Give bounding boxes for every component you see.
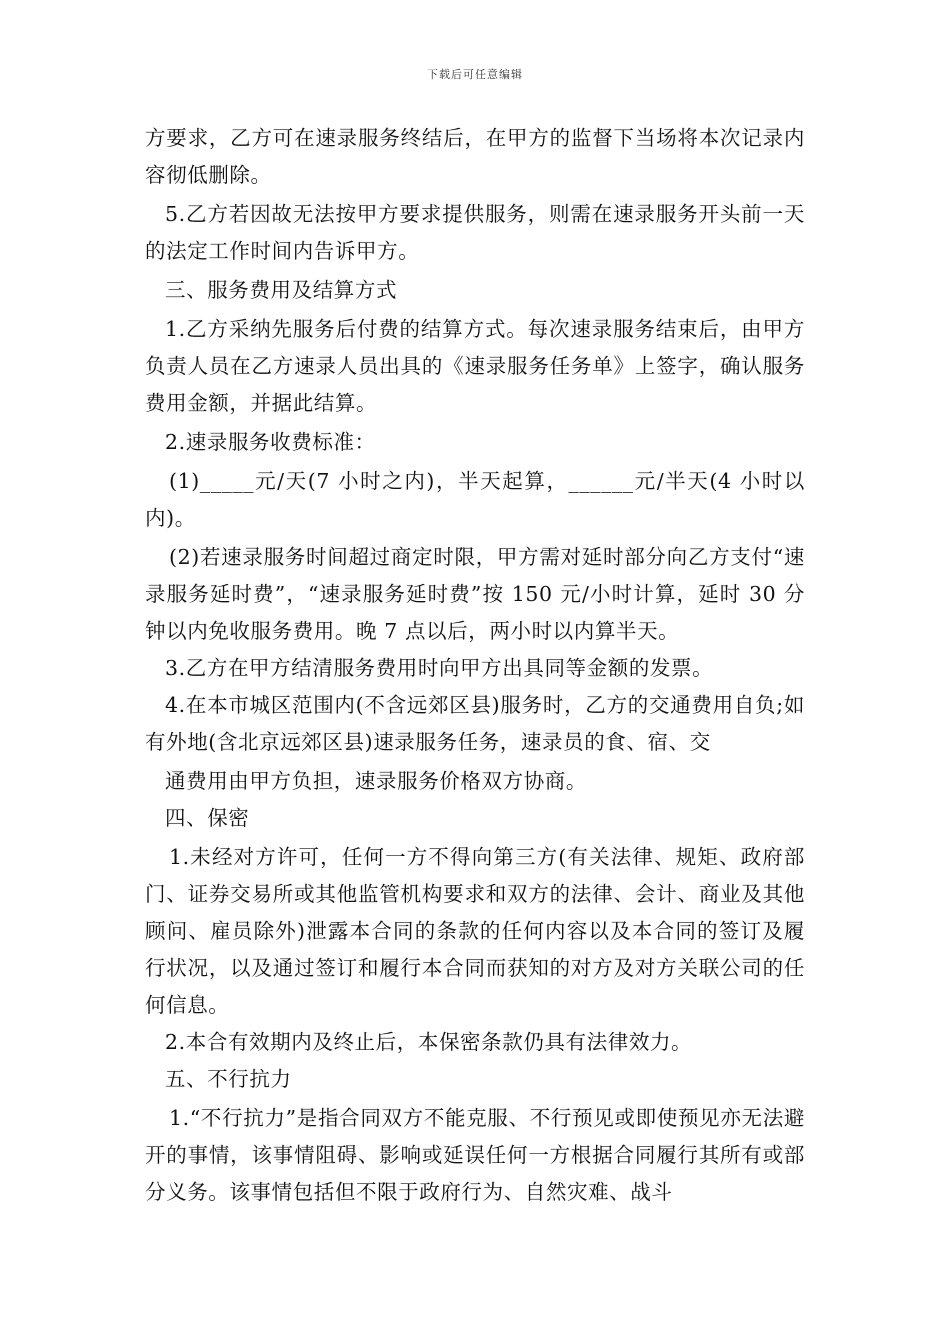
paragraph-fee-item-1: (1)_____元/天(7 小时之内)，半天起算，______元/半天(4 小时以内)。 bbox=[145, 469, 805, 530]
section-heading-force-majeure: 五、不行抗力 bbox=[165, 1067, 292, 1091]
paragraph-fee-clause-4-cont: 通费用由甲方负担，速录服务价格双方协商。 bbox=[165, 769, 587, 793]
paragraph-confidentiality-2: 2.本合有效期内及终止后，本保密条款仍具有法律效力。 bbox=[165, 1030, 693, 1054]
paragraph-force-majeure-1: 1.“不行抗力”是指合同双方不能克服、不行预见或即使预见亦无法避开的事情，该事情阻碍、影响或延误任何一方根据合同履行其所有或部分义务。该事情包括但不限于政府行为、自然灾难、战斗 bbox=[145, 1106, 805, 1204]
page-header-note: 下载后可任意编辑 bbox=[427, 68, 523, 81]
paragraph-clause-5: 5.乙方若因故无法按甲方要求提供服务，则需在速录服务开头前一天的法定工作时间内告诉甲方。 bbox=[145, 202, 805, 263]
paragraph-fee-clause-2: 2.速录服务收费标准： bbox=[165, 430, 376, 454]
section-heading-fees: 三、服务费用及结算方式 bbox=[165, 278, 398, 302]
paragraph-continuation: 方要求，乙方可在速录服务终结后，在甲方的监督下当场将本次记录内容彻低删除。 bbox=[145, 126, 805, 187]
paragraph-fee-item-2: (2)若速录服务时间超过商定时限，甲方需对延时部分向乙方支付“速录服务延时费”，“速录服务延时费”按 150 元/小时计算，延时 30 分钟以内免收服务费用。晚 7 点以后，两小时以内算半天。 bbox=[145, 545, 805, 643]
document-body bbox=[145, 120, 805, 1211]
paragraph-fee-clause-1: 1.乙方采纳先服务后付费的结算方式。每次速录服务结束后，由甲方负责人员在乙方速录人员出具的《速录服务任务单》上签字，确认服务费用金额，并据此结算。 bbox=[145, 317, 805, 415]
section-heading-confidentiality: 四、保密 bbox=[165, 806, 250, 830]
paragraph-fee-clause-4: 4.在本市城区范围内(不含远郊区县)服务时，乙方的交通费用自负;如有外地(含北京远郊区县)速录服务任务，速录员的食、宿、交 bbox=[145, 693, 805, 754]
paragraph-fee-clause-3: 3.乙方在甲方结清服务费用时向甲方出具同等金额的发票。 bbox=[165, 656, 714, 680]
paragraph-confidentiality-1: 1.未经对方许可，任何一方不得向第三方(有关法律、规矩、政府部门、证券交易所或其他监管机构要求和双方的法律、会计、商业及其他顾问、雇员除外)泄露本合同的条款的任何内容以及本合同的签订及履行状况，以及通过签订和履行本合同而获知的对方及对方关联公司的任何信息。 bbox=[145, 845, 805, 1017]
